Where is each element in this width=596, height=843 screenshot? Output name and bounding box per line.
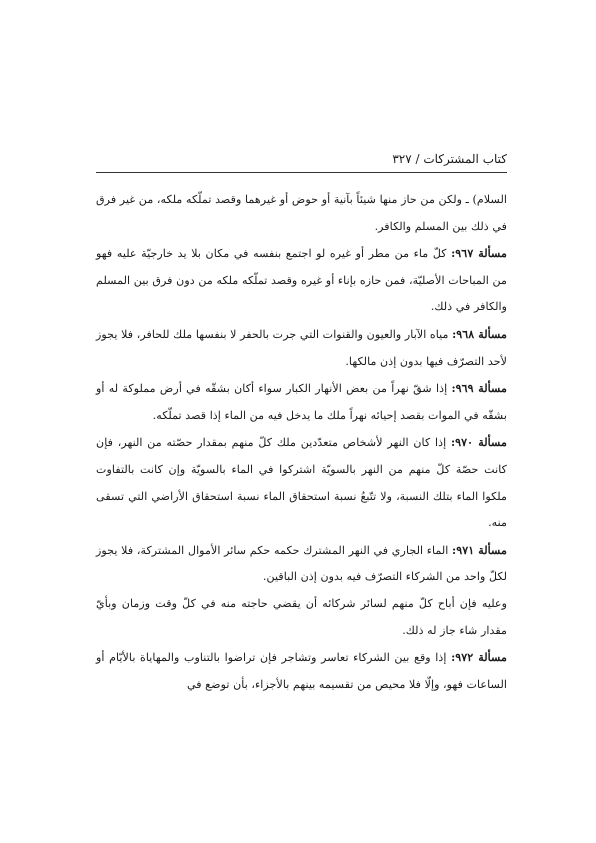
issue-paragraph	[96, 375, 507, 429]
paragraph-text: مياه الآبار والعيون والقنوات التي جرت بالحفر لا بنفسها ملك للحافر، فلا يجوز لأحد التصرّف فيها بدون إذن مالكها.	[96, 327, 507, 368]
issue-heading: مسألة ٩٧١:	[452, 542, 507, 557]
issue-paragraph	[96, 644, 507, 698]
paragraph-text: إذا وقع بين الشركاء تعاسر وتشاجر فإن تراضوا بالتناوب والمهاياة بالأيّام أو الساعات فهو، وإلّا فلا محيص من تقسيمه بينهم بالأجزاء، بأن توضع في	[96, 651, 507, 691]
issue-heading: مسألة ٩٧٢:	[451, 650, 507, 665]
issue-paragraph	[96, 429, 507, 536]
body-text	[96, 187, 507, 698]
paragraph	[96, 591, 507, 644]
paragraph	[96, 187, 507, 240]
issue-paragraph	[96, 537, 507, 591]
paragraph-text: إذا شقّ نهراً من بعض الأنهار الكبار سواء أكان بشقّه في أرض مملوكة له أو بشقّه في الموات بقصد إحيائه نهراً ملك ما يدخل فيه من الماء إذا قصد تملّكه.	[96, 382, 507, 422]
issue-heading: مسألة ٩٧٠:	[450, 435, 507, 450]
issue-paragraph	[96, 240, 507, 321]
issue-heading: مسألة ٩٦٨:	[452, 326, 507, 341]
paragraph-text: إذا كان النهر لأشخاص متعدّدين ملك كلّ منهم بمقدار حصّته من النهر، فإن كانت حصّة كلّ منهم من النهر بالسويّة اشتركوا في الماء بالسويّة وإن كانت بالتفاوت ملكوا الماء بتلك النسبة، ولا تتّبعُ نسبة استحقاق الماء نسبة استحقاق الأراضي التي تسقى منه.	[96, 436, 507, 530]
issue-paragraph	[96, 321, 507, 375]
issue-heading: مسألة ٩٦٧:	[451, 246, 507, 261]
issue-heading: مسألة ٩٦٩:	[451, 381, 508, 396]
paragraph-text: كلّ ماء من مطر أو غيره لو اجتمع بنفسه في مكان بلا يد خارجيّة عليه فهو من المباحات الأصليّة، فمن حازه بإناء أو غيره وقصد تملّكه ملكه من دون فرق بين المسلم والكافر في ذلك.	[96, 247, 507, 314]
book-page	[96, 150, 507, 698]
paragraph-text: الماء الجاري في النهر المشترك حكمه حكم سائر الأموال المشتركة، فلا يجوز لكلّ واحد من الشركاء التصرّف فيه بدون إذن الباقين.	[96, 543, 507, 584]
running-head: كتاب المشتركات / ٣٢٧	[96, 150, 507, 173]
paragraph-text: السلام) ـ ولكن من حاز منها شيئاً بآنية أو حوض أو غيرهما وقصد تملّكه ملكه، من غير فرق في ذلك بين المسلم والكافر.	[96, 193, 507, 233]
paragraph-text: وعليه فإن أباح كلّ منهم لسائر شركائه أن يقضي حاجته منه في كلّ وقت وزمان وبأيّ مقدار شاء جاز له ذلك.	[96, 596, 507, 637]
